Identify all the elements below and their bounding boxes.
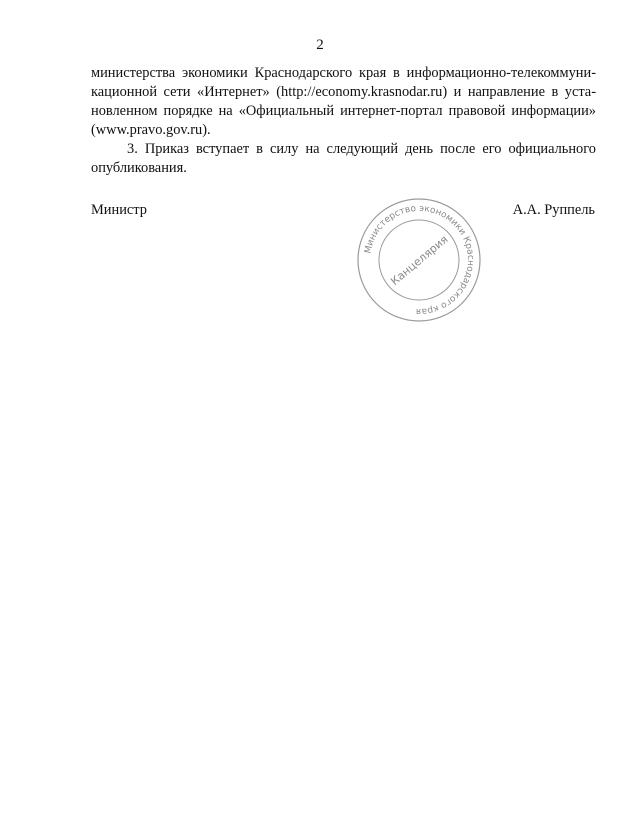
paragraph-line-2: кационной сети «Интернет» (http://economy.krasnodar.ru) и направление в уста- xyxy=(91,84,596,100)
signer-title: Министр xyxy=(91,202,147,218)
paragraph-line-1: министерства экономики Краснодарского края в информационно-телекоммуни- xyxy=(91,65,596,81)
paragraph-line-4: (www.pravo.gov.ru). xyxy=(91,122,211,138)
office-stamp xyxy=(356,197,482,323)
page-number: 2 xyxy=(316,37,324,53)
stamp-outer-text: Министерство экономики Краснодарского края xyxy=(363,203,476,317)
clause-3-line-2: опубликования. xyxy=(91,160,187,176)
paragraph-line-3: новленном порядке на «Официальный интернет-портал правовой информации» xyxy=(91,103,596,119)
clause-3-line-1: 3. Приказ вступает в силу на следующий день после его официального xyxy=(127,141,596,157)
signer-name: А.А. Руппель xyxy=(512,202,595,218)
stamp-center-text: Канцелярия xyxy=(388,232,451,288)
